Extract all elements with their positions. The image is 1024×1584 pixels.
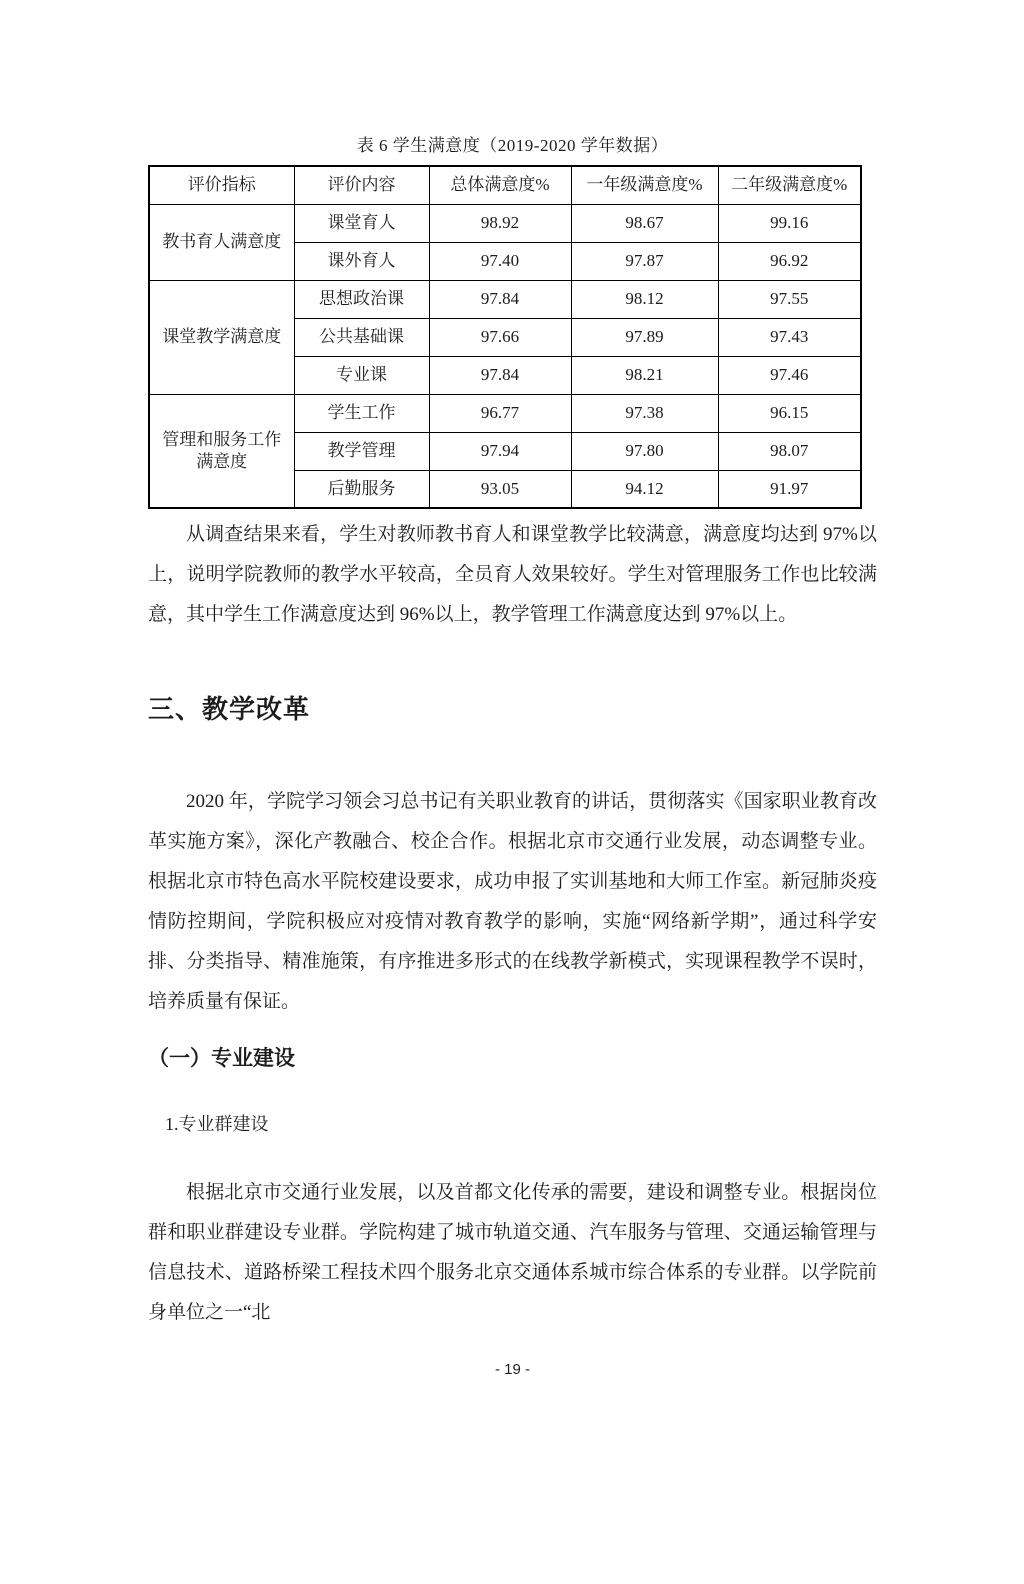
value-cell: 97.87	[571, 242, 718, 280]
document-page	[0, 136, 1024, 1379]
value-cell: 97.80	[571, 432, 718, 470]
value-cell: 96.92	[718, 242, 861, 280]
value-cell: 96.77	[429, 394, 571, 432]
header-metric: 评价指标	[149, 166, 294, 204]
group-label-cell: 课堂教学满意度	[149, 280, 294, 394]
heading-teaching-reform: 三、教学改革	[148, 694, 311, 724]
value-cell: 96.15	[718, 394, 861, 432]
value-cell: 97.84	[429, 280, 571, 318]
table-header-row	[149, 166, 861, 204]
value-cell: 97.55	[718, 280, 861, 318]
value-cell: 98.92	[429, 204, 571, 242]
paragraph-major-group: 根据北京市交通行业发展，以及首都文化传承的需要，建设和调整专业。根据岗位群和职业群建设专业群。学院构建了城市轨道交通、汽车服务与管理、交通运输管理与信息技术、道路桥梁工程技术四个服务北京交通体系城市综合体系的专业群。以学院前身单位之一“北	[148, 1182, 877, 1323]
content-cell: 公共基础课	[294, 318, 429, 356]
content-cell: 专业课	[294, 356, 429, 394]
group-label-cell: 教书育人满意度	[149, 204, 294, 280]
table-row	[149, 394, 861, 432]
paragraph-survey-summary: 从调查结果来看，学生对教师教书育人和课堂教学比较满意，满意度均达到 97%以上，说明学院教师的教学水平较高，全员育人效果较好。学生对管理服务工作也比较满意，其中学生工作满意度达到 96%以上，教学管理工作满意度达到 97%以上。	[148, 524, 877, 625]
value-cell: 91.97	[718, 470, 861, 508]
value-cell: 97.40	[429, 242, 571, 280]
value-cell: 97.38	[571, 394, 718, 432]
value-cell: 98.67	[571, 204, 718, 242]
value-cell: 97.89	[571, 318, 718, 356]
table-caption: 表 6 学生满意度（2019-2020 学年数据）	[356, 136, 669, 155]
group-label-cell: 管理和服务工作满意度	[149, 394, 294, 508]
heading-major-construction: （一）专业建设	[148, 1047, 295, 1070]
value-cell: 98.12	[571, 280, 718, 318]
value-cell: 98.07	[718, 432, 861, 470]
header-overall: 总体满意度%	[429, 166, 571, 204]
value-cell: 93.05	[429, 470, 571, 508]
subheading-major-group: 1.专业群建设	[165, 1114, 269, 1134]
table-row	[149, 204, 861, 242]
value-cell: 97.84	[429, 356, 571, 394]
value-cell: 98.21	[571, 356, 718, 394]
content-cell: 学生工作	[294, 394, 429, 432]
value-cell: 97.94	[429, 432, 571, 470]
content-cell: 课外育人	[294, 242, 429, 280]
content-cell: 课堂育人	[294, 204, 429, 242]
header-content: 评价内容	[294, 166, 429, 204]
content-cell: 后勤服务	[294, 470, 429, 508]
value-cell: 99.16	[718, 204, 861, 242]
paragraph-reform-overview: 2020 年，学院学习领会习总书记有关职业教育的讲话，贯彻落实《国家职业教育改革实施方案》，深化产教融合、校企合作。根据北京市交通行业发展，动态调整专业。根据北京市特色高水平院校建设要求，成功申报了实训基地和大师工作室。新冠肺炎疫情防控期间，学院积极应对疫情对教育教学的影响，实施“网络新学期”，通过科学安排、分类指导、精准施策，有序推进多形式的在线教学新模式，实现课程教学不误时，培养质量有保证。	[148, 791, 877, 1012]
table-row	[149, 280, 861, 318]
value-cell: 97.43	[718, 318, 861, 356]
content-cell: 思想政治课	[294, 280, 429, 318]
header-grade2: 二年级满意度%	[718, 166, 861, 204]
header-grade1: 一年级满意度%	[571, 166, 718, 204]
student-satisfaction-table	[148, 165, 862, 509]
value-cell: 97.66	[429, 318, 571, 356]
content-cell: 教学管理	[294, 432, 429, 470]
page-number: - 19 -	[494, 1361, 530, 1378]
value-cell: 97.46	[718, 356, 861, 394]
value-cell: 94.12	[571, 470, 718, 508]
